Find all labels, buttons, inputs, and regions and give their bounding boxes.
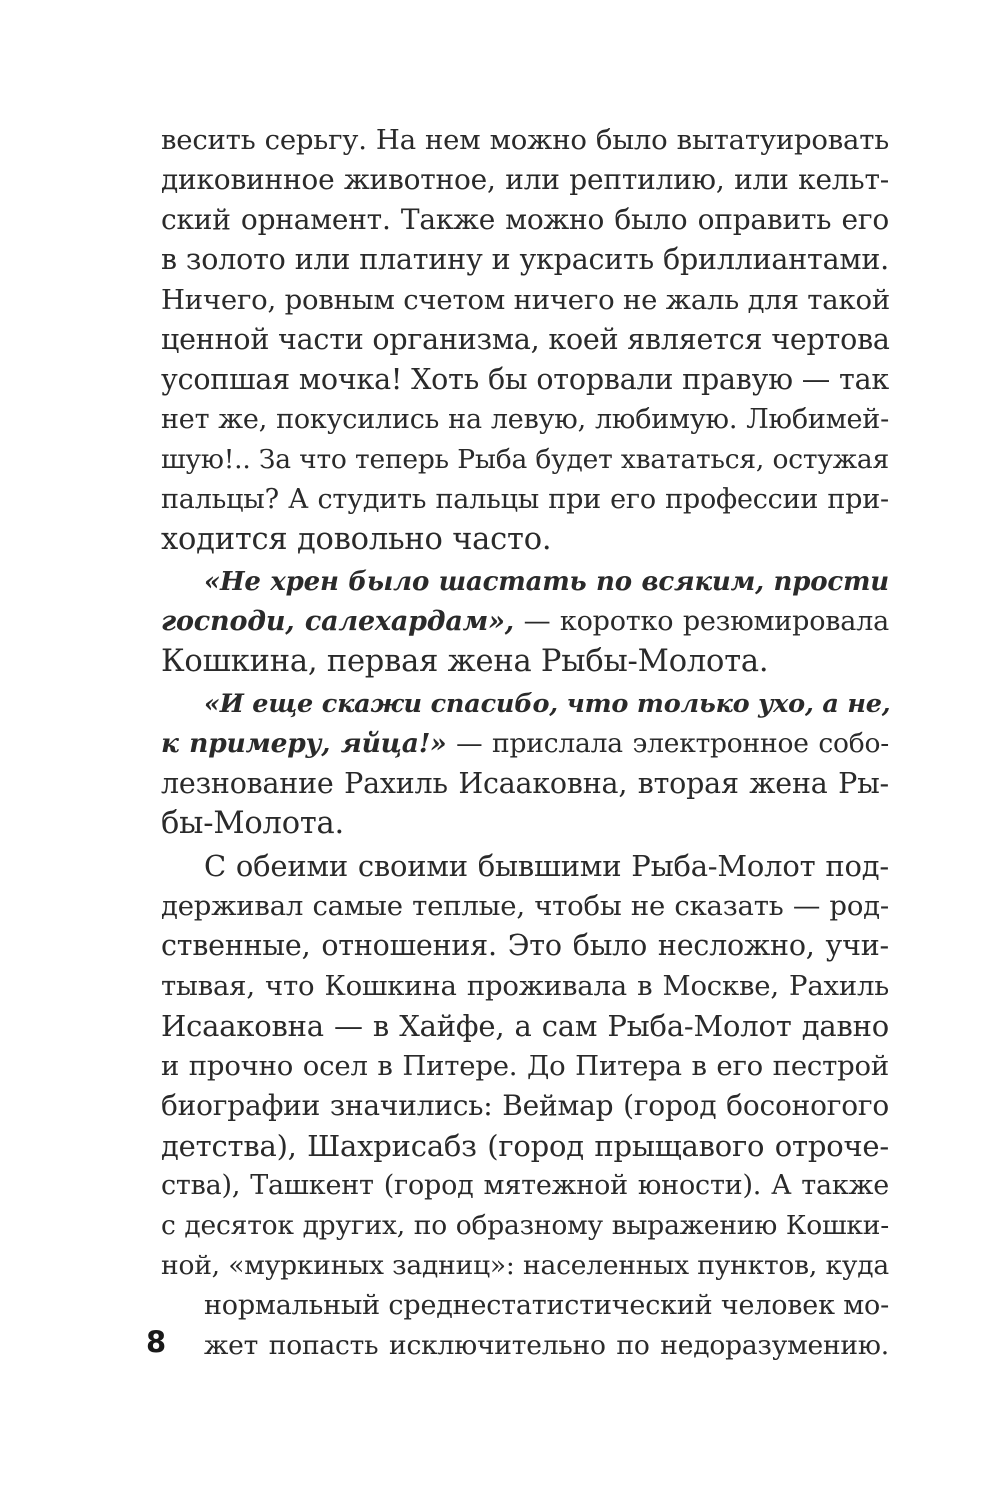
text-line: тывая, что Кошкина проживала в Москве, Рахиль <box>161 970 889 1002</box>
text-line: биографии значились: Веймар (город босоногого <box>161 1089 889 1122</box>
text-line: держивал самые теплые, чтобы не сказать — род- <box>161 890 889 922</box>
text-line: в золото или платину и украсить бриллиантами. <box>161 243 889 276</box>
text-line: усопшая мочка! Хоть бы оторвали правую — так <box>161 363 889 396</box>
text-line: шую!.. За что теперь Рыба будет хвататься, остужая <box>161 444 889 475</box>
text-line: ходится довольно часто. <box>161 522 552 557</box>
italic-quote: «Не хрен было шастать по всяким, прости <box>204 567 889 597</box>
text-line: детства), Шахрисабз (город прыщавого отроче- <box>161 1129 889 1163</box>
text-line: жет попасть исключительно по недоразумению. <box>204 1330 889 1361</box>
text-line: с десяток других, по образному выражению Кошки- <box>161 1210 889 1241</box>
text-line: и прочно осел в Питере. До Питера в его пестрой <box>161 1050 889 1082</box>
text-span: — прислала электронное собо- <box>446 728 889 759</box>
text-line: ства), Ташкент (город мятежной юности). А также <box>161 1170 889 1201</box>
text-line <box>161 724 889 764</box>
italic-quote: к примеру, яйца!» <box>161 728 447 759</box>
text-line <box>161 602 889 642</box>
text-line: Ничего, ровным счетом ничего не жаль для такой <box>161 284 890 316</box>
text-line: диковинное животное, или рептилию, или кельт- <box>161 163 889 196</box>
text-span: — коротко резюмировала <box>514 606 889 637</box>
text-line <box>204 684 889 724</box>
text-line: бы-Молота. <box>161 806 345 841</box>
text-line: пальцы? А студить пальцы при его профессии при- <box>161 484 889 515</box>
italic-quote: «И еще скажи спасибо, что только ухо, а не, <box>204 689 891 719</box>
text-line: С обеими своими бывшими Рыба-Молот под- <box>204 849 889 883</box>
text-line: лезнование Рахиль Исааковна, вторая жена Ры- <box>161 767 889 800</box>
italic-quote: господи, салехардам», <box>161 606 515 637</box>
text-line: весить серьгу. На нем можно было вытатуировать <box>161 124 889 156</box>
page-number: 8 <box>146 1325 167 1359</box>
text-line: ценной части организма, коей является чертова <box>161 323 890 356</box>
text-line: ной, «муркиных задниц»: населенных пунктов, куда <box>161 1250 889 1281</box>
text-line: ский орнамент. Также можно было оправить его <box>161 203 889 236</box>
text-line: Исааковна — в Хайфе, а сам Рыба-Молот давно <box>161 1009 889 1043</box>
text-line: Кошкина, первая жена Рыбы-Молота. <box>161 644 769 679</box>
text-line <box>204 562 889 602</box>
text-line: нет же, покусились на левую, любимую. Любимей- <box>161 404 889 435</box>
text-line: нормальный среднестатистический человек мо- <box>204 1290 889 1321</box>
text-line: ственные, отношения. Это было несложно, учи- <box>161 929 889 962</box>
